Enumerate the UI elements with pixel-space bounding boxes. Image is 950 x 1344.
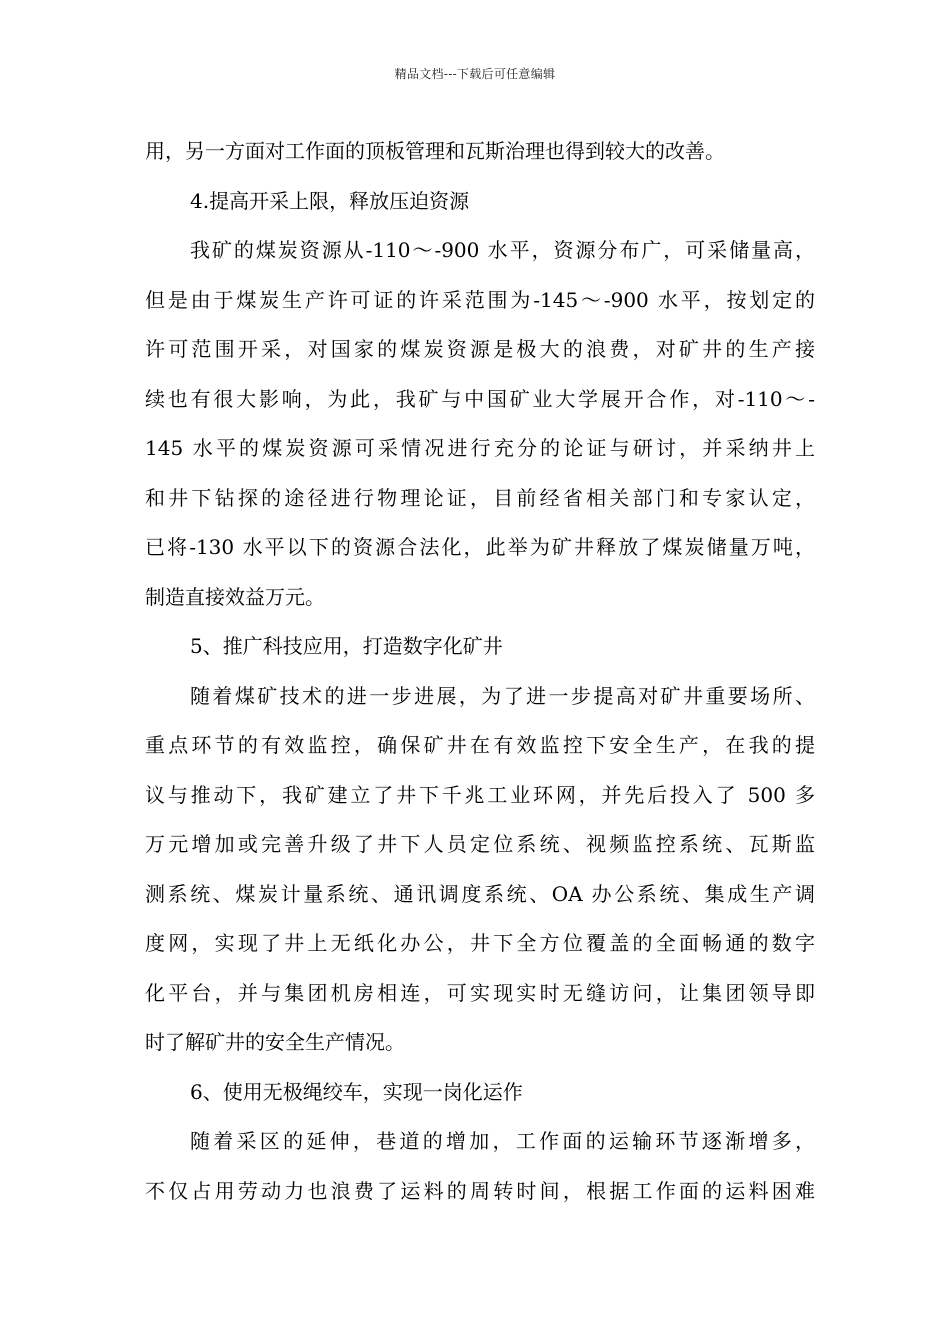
page-header: 精品文档---下载后可任意编辑 (394, 67, 556, 81)
paragraph-line: 制造直接效益万元。 (145, 584, 325, 609)
document-body (145, 127, 815, 1216)
paragraph-line: 但是由于煤炭生产许可证的许采范围为-145～-900 水平，按划定的 (145, 287, 815, 312)
section-heading: 5、推广科技应用，打造数字化矿井 (190, 634, 503, 658)
paragraph-line: 重点环节的有效监控，确保矿井在有效监控下安全生产，在我的提 (145, 733, 815, 757)
paragraph-line: 我矿的煤炭资源从-110～-900 水平，资源分布广，可采储量高， (190, 238, 815, 262)
paragraph-line: 随着煤矿技术的进一步进展，为了进一步提高对矿井重要场所、 (190, 683, 815, 708)
paragraph-line: 测系统、煤炭计量系统、通讯调度系统、OA 办公系统、集成生产调 (145, 881, 815, 906)
paragraph-line: 续也有很大影响，为此，我矿与中国矿业大学展开合作，对-110～- (145, 386, 815, 411)
paragraph-line: 随着采区的延伸，巷道的增加，工作面的运输环节逐渐增多， (190, 1129, 815, 1153)
paragraph-line: 用，另一方面对工作面的顶板管理和瓦斯治理也得到较大的改善。 (145, 139, 725, 163)
paragraph-line: 万元增加或完善升级了井下人员定位系统、视频监控系统、瓦斯监 (145, 832, 815, 856)
paragraph-line: 145 水平的煤炭资源可采情况进行充分的论证与研讨，并采纳井上 (145, 436, 815, 460)
paragraph-line: 时了解矿井的安全生产情况。 (145, 1030, 405, 1054)
paragraph-line: 不仅占用劳动力也浪费了运料的周转时间，根据工作面的运料困难 (145, 1178, 815, 1203)
paragraph-line: 化平台，并与集团机房相连，可实现实时无缝访问，让集团领导即 (145, 980, 815, 1005)
paragraph-line: 许可范围开采，对国家的煤炭资源是极大的浪费，对矿井的生产接 (145, 337, 815, 361)
paragraph-line: 和井下钻探的途径进行物理论证，目前经省相关部门和专家认定， (145, 485, 815, 510)
paragraph-line: 已将-130 水平以下的资源合法化，此举为矿井释放了煤炭储量万吨， (145, 535, 815, 559)
paragraph-line: 度网，实现了井上无纸化办公，井下全方位覆盖的全面畅通的数字 (145, 931, 815, 955)
section-heading: 4.提高开采上限，释放压迫资源 (190, 188, 470, 213)
paragraph-line: 议与推动下，我矿建立了井下千兆工业环网，并先后投入了 500 多 (145, 782, 815, 807)
section-heading: 6、使用无极绳绞车，实现一岗化运作 (190, 1079, 523, 1104)
